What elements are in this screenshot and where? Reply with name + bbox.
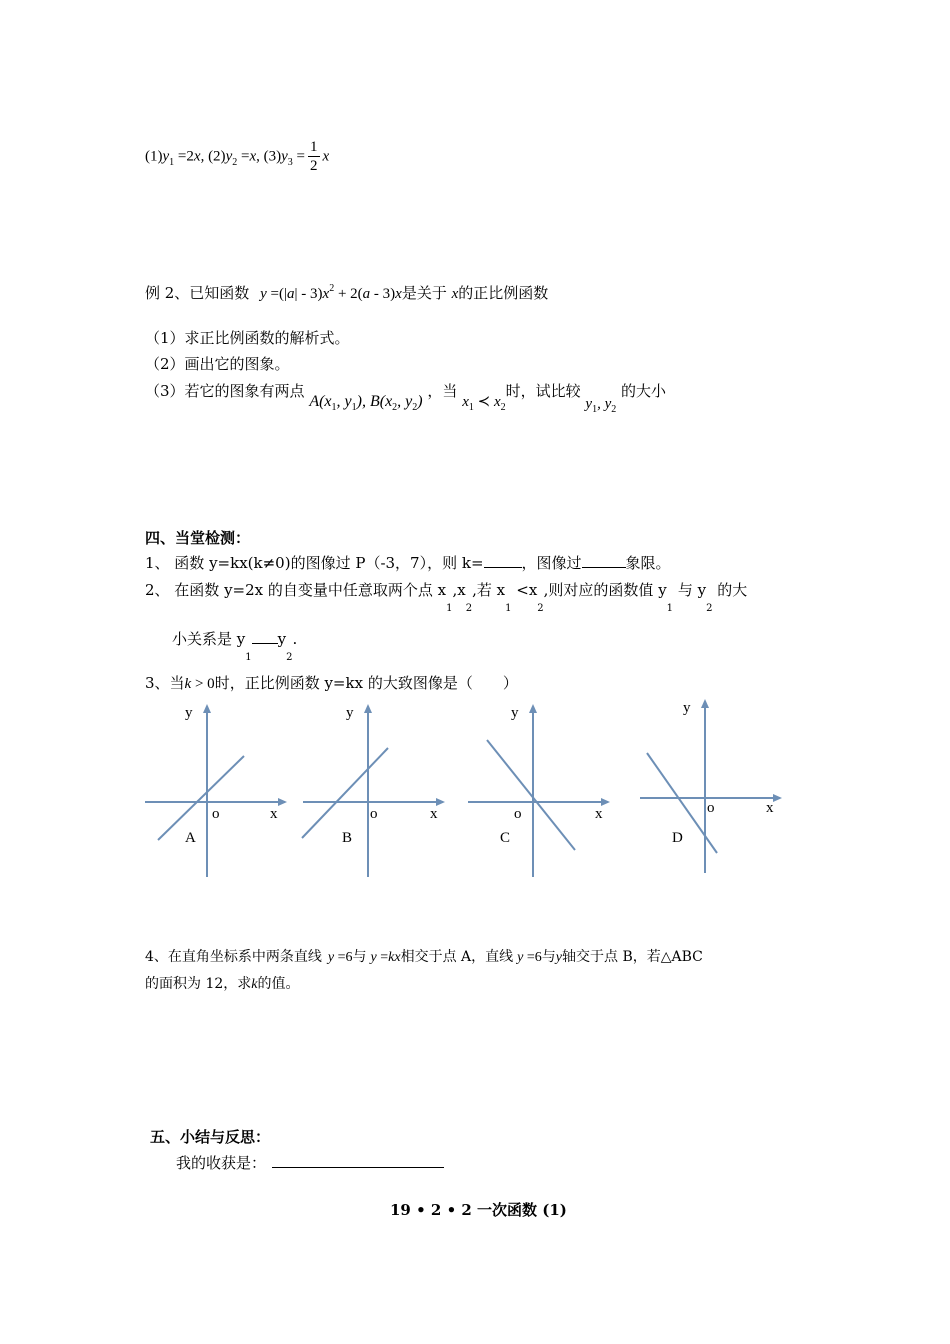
graph-c-svg: [465, 700, 625, 880]
eq3-eq: =: [292, 148, 306, 165]
graph-option-d[interactable]: [635, 695, 795, 875]
q3-ys: $y_1$, $y_2$: [585, 396, 617, 415]
x-arrow-icon: [773, 794, 782, 802]
q3-when: ，当: [427, 382, 458, 400]
axis-label-x: x: [766, 800, 774, 816]
graph-line: [302, 748, 388, 838]
blank-relation[interactable]: [252, 629, 278, 644]
equation-line: [145, 138, 329, 175]
section4-item1: 1、 函数 y=kx(k≠0)的图像过 P（-3，7），则 k= ，图像过 象限。: [145, 554, 671, 572]
example2-q2: （2）画出它的图象。: [145, 355, 290, 373]
eq1-var: y: [162, 148, 170, 165]
example2-title: 例 2、已知函数: [145, 284, 250, 302]
eq2-x: x: [249, 148, 257, 165]
axis-label-y: y: [511, 705, 519, 721]
q3-end: 的大小: [621, 382, 667, 400]
graph-option-b[interactable]: [300, 700, 460, 880]
axis-label-y: y: [185, 705, 193, 721]
y-arrow-icon: [529, 704, 537, 713]
example2-q1: （1）求正比例函数的解析式。: [145, 329, 350, 347]
section4-item2: 2、 在函数 y=2x 的自变量中任意取两个点 $x_1,x_2$,若 $x_1 <x_2$,则对应的函数值 $y_1$ 与 $y_2$ 的大: [145, 581, 748, 614]
gain-label: 我的收获是：: [176, 1154, 267, 1172]
y-arrow-icon: [364, 704, 372, 713]
eq1-eq: =2: [174, 148, 194, 165]
section4-item3: 3、当k > 0时，正比例函数 y=kx 的大致图像是（ ）: [145, 674, 518, 692]
q3-condition: $x_1$ ≺ $x_2$: [462, 394, 506, 413]
option-label: A: [185, 830, 196, 846]
section4-heading: 四、当堂检测：: [145, 529, 251, 547]
graph-option-a[interactable]: [140, 700, 300, 880]
x-arrow-icon: [436, 798, 445, 806]
option-label: B: [342, 830, 353, 846]
blank-k[interactable]: [484, 553, 522, 568]
graph-d-svg: [635, 695, 795, 875]
graph-b-svg: [300, 700, 460, 880]
eq2-var: y: [225, 148, 233, 165]
origin-label: o: [212, 806, 220, 822]
q3-prefix: （3）若它的图象有两点: [145, 382, 305, 400]
axis-label-y: y: [346, 705, 354, 721]
q3-points: $A(x_1$, $y_1$), $B(x_2$, $y_2$): [309, 393, 423, 413]
eq2-eq: =: [237, 148, 250, 165]
eq3-x: x: [322, 148, 330, 165]
eq1-x: x: [193, 148, 201, 165]
eq3-sub: 3: [287, 156, 293, 168]
eq1-sub: 1: [169, 156, 175, 168]
example2-title-line: [145, 282, 548, 303]
section4-item2-line2: 小关系是 $y_1y_2$.: [172, 630, 298, 663]
example2-formula: $y =(|a| - 3)x^2 + 2(a - 3)x$: [260, 283, 402, 302]
example2-var-x: x: [451, 286, 459, 302]
y-arrow-icon: [701, 699, 709, 708]
graph-option-c[interactable]: [465, 700, 625, 880]
example2-suffix2: 的正比例函数: [458, 284, 549, 302]
origin-label: o: [514, 806, 522, 822]
eq2-sep: , (3): [256, 148, 282, 165]
axis-label-x: x: [595, 806, 603, 822]
x-arrow-icon: [601, 798, 610, 806]
x-arrow-icon: [278, 798, 287, 806]
graph-line: [158, 756, 244, 840]
eq1-label: (1): [145, 148, 163, 165]
q3-compare: 时，试比较: [505, 382, 581, 400]
y-arrow-icon: [203, 704, 211, 713]
axis-label-x: x: [430, 806, 438, 822]
section5-gain: [176, 1152, 444, 1173]
gain-blank[interactable]: [272, 1153, 444, 1168]
fraction-numerator: 1: [310, 139, 318, 155]
footer-title: 19 • 2 • 2 一次函数 (1): [390, 1201, 567, 1219]
fraction-denominator: 2: [310, 158, 318, 174]
eq2-sub: 2: [232, 156, 238, 168]
example2-suffix: 是关于: [401, 284, 447, 302]
example2-q3: [145, 380, 667, 415]
section4-item4-line2: 的面积为 12，求k的值。: [145, 976, 300, 992]
eq3-var: y: [281, 148, 288, 165]
option-label: D: [672, 830, 683, 846]
origin-label: o: [370, 806, 378, 822]
graph-a-svg: [140, 700, 300, 880]
option-label: C: [500, 830, 511, 846]
axis-label-x: x: [270, 806, 278, 822]
section4-item4-line1: 4、在直角坐标系中两条直线 y =6与 y =kx相交于点 A，直线 y =6与y轴交于点 B，若△ABC: [145, 949, 703, 965]
axis-label-y: y: [683, 700, 691, 716]
section5-heading: 五、小结与反思：: [150, 1128, 271, 1146]
blank-quadrant[interactable]: [582, 553, 626, 568]
fraction: [308, 138, 320, 175]
origin-label: o: [707, 800, 715, 816]
eq1-sep: , (2): [200, 148, 226, 165]
